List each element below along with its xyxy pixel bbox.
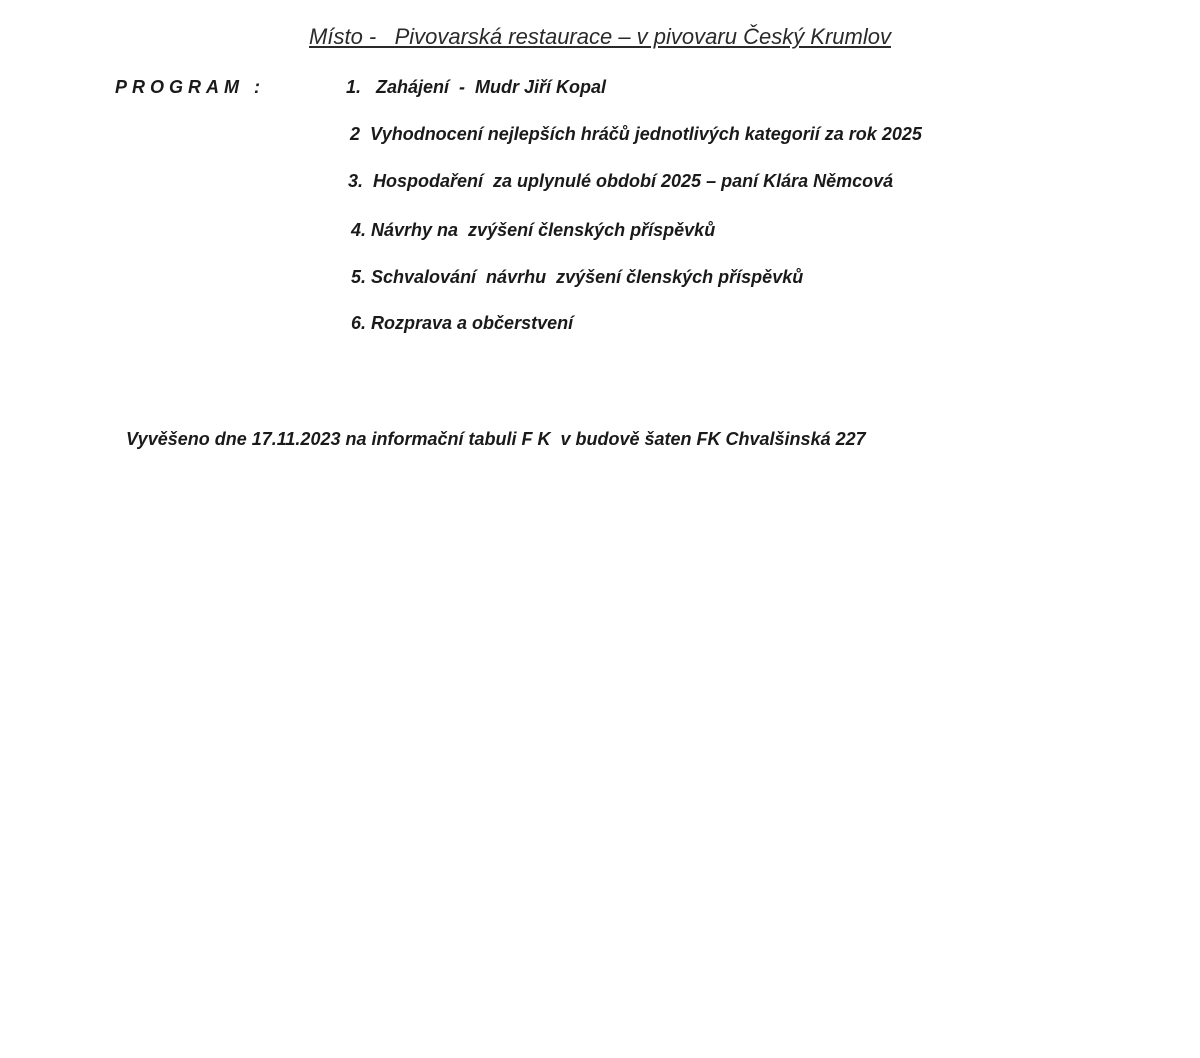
agenda-item-3: 3. Hospodaření za uplynulé období 2025 – paní Klára Němcová [348, 171, 894, 191]
agenda-item-1: 1. Zahájení - Mudr Jiří Kopal [346, 77, 607, 97]
agenda-item-2: 2 Vyhodnocení nejlepších hráčů jednotlivých kategorií za rok 2025 [350, 124, 922, 144]
agenda-item-6: 6. Rozprava a občerstvení [351, 313, 574, 333]
program-label: PROGRAM : [115, 77, 265, 97]
agenda-item-5: 5. Schvalování návrhu zvýšení členských příspěvků [351, 267, 804, 287]
agenda-item-4: 4. Návrhy na zvýšení členských příspěvků [351, 220, 716, 240]
venue-heading: Místo - Pivovarská restaurace – v pivovaru Český Krumlov [309, 24, 891, 49]
posted-note: Vyvěšeno dne 17.11.2023 na informační tabuli F K v budově šaten FK Chvalšinská 227 [126, 429, 866, 449]
